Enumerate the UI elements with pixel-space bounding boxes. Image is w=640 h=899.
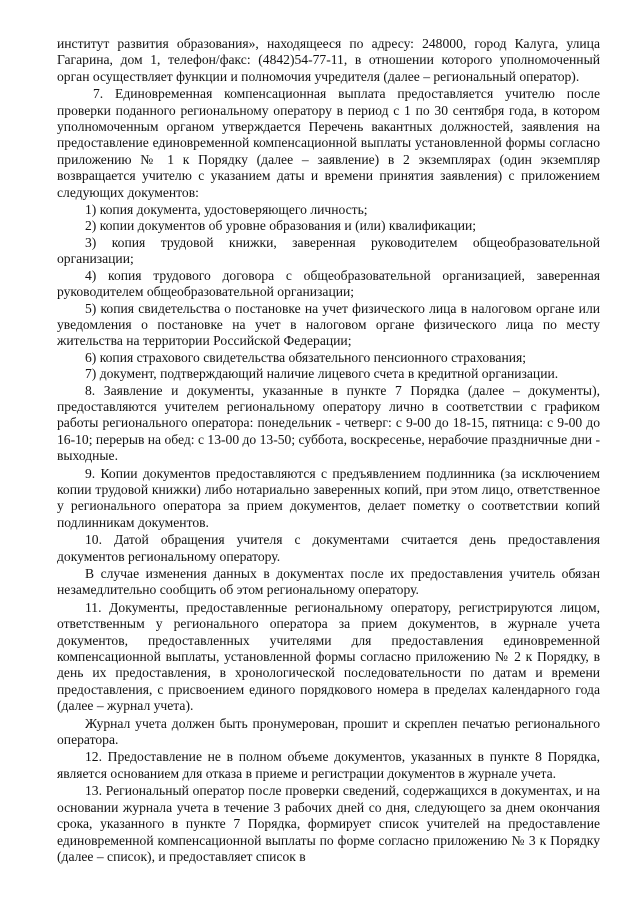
paragraph-7: 7. Единовременная компенсационная выплата предоставляется учителю после проверки поданного региональному оператору в период с 1 по 30 сентября года, в котором уполномоченным органом утверждается Перечень вакантных должностей, заявления на предоставление единовременной компенсационной выплаты установленной формы согласно приложению № 1 к Порядку (далее – заявление) в 2 экземплярах (один экземпляр возвращается учителю с указанием даты и времени принятия заявления) с приложением следующих документов:	[57, 86, 600, 200]
list-item: 6) копия страхового свидетельства обязательного пенсионного страхования;	[85, 349, 527, 365]
paragraph-13: 13. Региональный оператор после проверки сведений, содержащихся в документах, и на основании журнала учета в течение 3 рабочих дней со дня, следующего за днем окончания срока, указанного в пункте 7 Порядка, формирует список учителей на предоставление единовременной компенсационной выплаты по форме согласно приложению № 3 к Порядку (далее – список), и предоставляет список в	[57, 783, 600, 864]
paragraph-12: 12. Предоставление не в полном объеме документов, указанных в пункте 8 Порядка, является основанием для отказа в приеме и регистрации документов в журнале учета.	[57, 749, 600, 781]
paragraph-11-addendum: Журнал учета должен быть пронумерован, прошит и скреплен печатью регионального оператора.	[57, 715, 600, 748]
documents-list	[57, 202, 600, 382]
paragraph-8: 8. Заявление и документы, указанные в пункте 7 Порядка (далее – документы), предоставляются учителем региональному оператору лично в соответствии с графиком работы регионального оператора: понедельник - четверг: с 9-00 до 18-15, пятница: с 9-00 до 16-10; перерыв на обед: с 13-00 до 13-50; суббота, воскресенье, нерабочие праздничные дни - выходные.	[57, 382, 600, 464]
list-item: 3) копия трудовой книжки, заверенная руководителем общеобразовательной организации;	[57, 234, 600, 267]
paragraph-11: 11. Документы, предоставленные региональному оператору, регистрируются лицом, ответственным у регионального оператора за прием документов, в журнале учета документов, предоставленных учителями для предоставления единовременной компенсационной выплаты, установленной формы согласно приложению № 2 к Порядку, в день их предоставления, в хронологической последовательности по датам и времени предоставления, с присвоением единого порядкового номера в пределах календарного года (далее – журнал учета).	[57, 599, 600, 714]
list-item: 5) копия свидетельства о постановке на учет физического лица в налоговом органе или уведомления о постановке на учет в налоговом органе физического лица по месту жительства на территории Российской Федерации;	[57, 300, 600, 349]
paragraph-intro-continuation: институт развития образования», находящееся по адресу: 248000, город Калуга, улица Гагарина, дом 1, телефон/факс: (4842)54-77-11, в отношении которого уполномоченный орган осуществляет функции и полномочия учредителя (далее – региональный оператор).	[57, 36, 600, 84]
list-item: 2) копии документов об уровне образования и (или) квалификации;	[85, 218, 477, 234]
paragraph-9: 9. Копии документов предоставляются с предъявлением подлинника (за исключением копии трудовой книжки) либо нотариально заверенных копий, при этом лицо, ответственное у регионального оператора за прием документов, делает пометку о соответствии копий подлинникам документов.	[57, 465, 600, 530]
paragraph-10: 10. Датой обращения учителя с документами считается день предоставления документов региональному оператору.	[57, 532, 600, 564]
paragraph-10-addendum: В случае изменения данных в документах после их предоставления учитель обязан незамедлительно сообщить об этом региональному оператору.	[57, 566, 600, 598]
list-item: 4) копия трудового договора с общеобразовательной организацией, заверенная руководителем общеобразовательной организации;	[57, 267, 600, 300]
list-item: 1) копия документа, удостоверяющего личность;	[85, 202, 368, 218]
list-item: 7) документ, подтверждающий наличие лицевого счета в кредитной организации.	[85, 366, 559, 382]
